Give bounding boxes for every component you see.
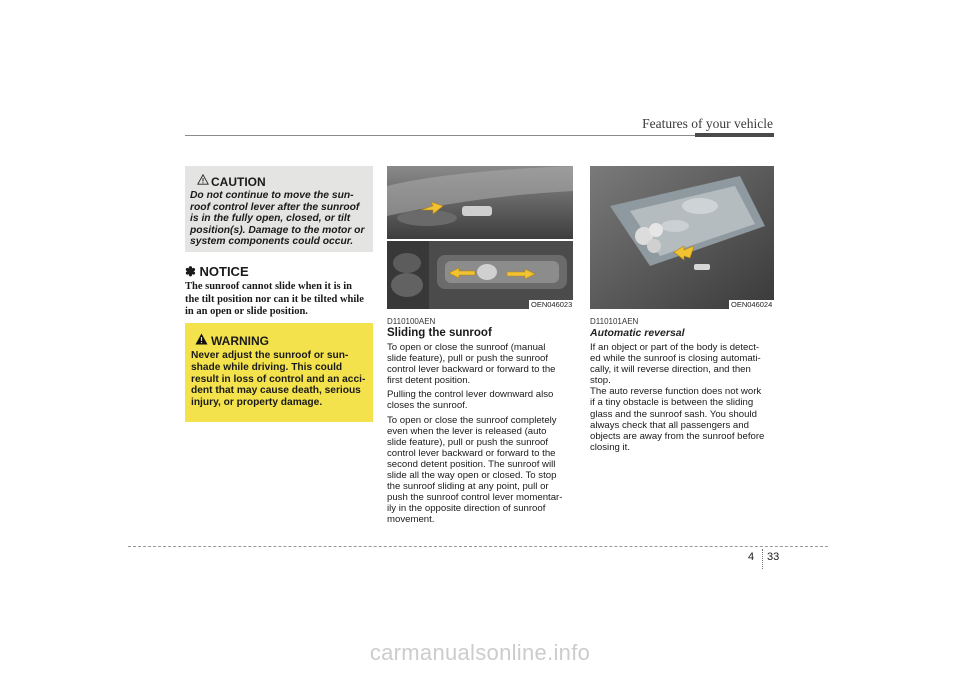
footer-rule — [128, 546, 828, 547]
sunroof-reversal-photo — [590, 166, 774, 309]
figure-label: OEN046023 — [531, 300, 573, 309]
watermark: carmanualsonline.info — [369, 640, 591, 665]
header-accent-bar — [695, 133, 774, 137]
notice-title: ✽ NOTICE — [185, 264, 249, 279]
section-heading: Sliding the sunroof — [387, 327, 492, 339]
warning-triangle-icon — [195, 333, 208, 345]
caution-title: CAUTION — [211, 175, 266, 189]
section-code: D110100AEN — [387, 317, 436, 326]
page-separator — [762, 549, 763, 569]
caution-triangle-icon — [197, 174, 209, 185]
header-rule — [185, 135, 773, 136]
warning-text: Never adjust the sunroof or sun- shade while driving. This could result in loss of control and an acci- dent that may cause death, serious injury, or property damage. — [191, 350, 366, 409]
notice-text: The sunroof cannot slide when it is in the tilt position nor can it be tilted while in an open or slide position. — [185, 281, 364, 317]
page-number: 33 — [767, 551, 780, 563]
figure-label: OEN046024 — [731, 300, 773, 309]
sunroof-lever-photo-top — [387, 166, 573, 239]
section-body: To open or close the sunroof (manual slide feature), pull or push the sunroof control lever backward or forward to the first detent position. Pulling the control lever downward also closes the sunroof. To open or close the sunroof completely even when the lever is released (auto slide feature), pull or push the sunroof control lever backward or forward to the second detent position. The sunroof will slide all the way open or closed. To stop the sunroof sliding at any point, pull or push the sunroof control lever momentar- ily in the opposite direction of sunroof movement. — [387, 342, 563, 526]
section-body: If an object or part of the body is detect- ed while the sunroof is closing automati- cally, it will reverse direction, and then stop. The auto reverse function does not work if a tiny obstacle is between the sliding glass and the sunroof sash. You should always check that all passengers and objects are away from the sunroof before closing it. — [590, 342, 765, 453]
sunroof-lever-photo-bottom — [387, 241, 573, 309]
warning-title: WARNING — [211, 334, 269, 348]
chapter-number: 4 — [748, 551, 755, 563]
section-code: D110101AEN — [590, 317, 639, 326]
section-heading: Automatic reversal — [590, 327, 685, 339]
caution-text: Do not continue to move the sun- roof control lever after the sunroof is in the fully open, closed, or tilt position(s). Damage to the motor or system components could occur. — [190, 190, 365, 248]
section-title: Features of your vehicle — [642, 116, 773, 131]
